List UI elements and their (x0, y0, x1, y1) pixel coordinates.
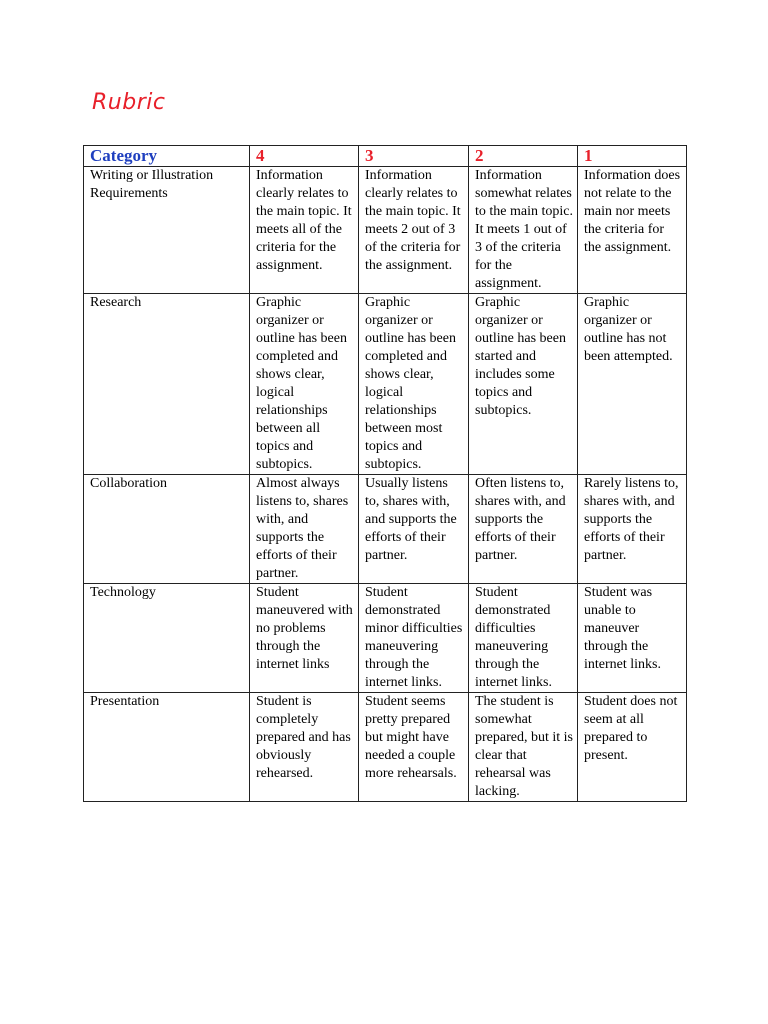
table-row (84, 584, 687, 693)
rubric-cell: Almost always listens to, shares with, and supports the efforts of their partner. (250, 475, 359, 584)
rubric-table (83, 145, 687, 802)
rubric-cell: Information somewhat relates to the main topic. It meets 1 out of 3 of the criteria for the assignment. (469, 167, 578, 294)
rubric-cell: Student seems pretty prepared but might have needed a couple more rehearsals. (359, 693, 469, 802)
rubric-cell: Information does not relate to the main nor meets the criteria for the assignment. (578, 167, 687, 294)
rubric-cell: Student maneuvered with no problems through the internet links (250, 584, 359, 693)
rubric-header-row (84, 146, 687, 167)
header-category: Category (84, 146, 250, 167)
rubric-cell: The student is somewhat prepared, but it is clear that rehearsal was lacking. (469, 693, 578, 802)
header-score-1: 1 (578, 146, 687, 167)
table-row (84, 693, 687, 802)
rubric-cell: Information clearly relates to the main topic. It meets all of the criteria for the assignment. (250, 167, 359, 294)
rubric-cell: Often listens to, shares with, and supports the efforts of their partner. (469, 475, 578, 584)
rubric-cell: Information clearly relates to the main topic. It meets 2 out of 3 of the criteria for the assignment. (359, 167, 469, 294)
rubric-cell: Student does not seem at all prepared to present. (578, 693, 687, 802)
row-category: Technology (84, 584, 250, 693)
header-score-3: 3 (359, 146, 469, 167)
page-title: Rubric (92, 90, 166, 115)
rubric-cell: Graphic organizer or outline has not been attempted. (578, 294, 687, 475)
rubric-cell: Graphic organizer or outline has been started and includes some topics and subtopics. (469, 294, 578, 475)
rubric-cell: Student was unable to maneuver through the internet links. (578, 584, 687, 693)
rubric-cell: Student demonstrated difficulties maneuvering through the internet links. (469, 584, 578, 693)
row-category: Research (84, 294, 250, 475)
row-category: Collaboration (84, 475, 250, 584)
rubric-cell: Graphic organizer or outline has been completed and shows clear, logical relationships between all topics and subtopics. (250, 294, 359, 475)
table-row (84, 167, 687, 294)
rubric-cell: Student is completely prepared and has obviously rehearsed. (250, 693, 359, 802)
table-row (84, 294, 687, 475)
rubric-cell: Usually listens to, shares with, and supports the efforts of their partner. (359, 475, 469, 584)
table-row (84, 475, 687, 584)
header-score-4: 4 (250, 146, 359, 167)
rubric-cell: Rarely listens to, shares with, and supports the efforts of their partner. (578, 475, 687, 584)
header-score-2: 2 (469, 146, 578, 167)
rubric-cell: Graphic organizer or outline has been completed and shows clear, logical relationships between most topics and subtopics. (359, 294, 469, 475)
row-category: Writing or Illustration Requirements (84, 167, 250, 294)
rubric-cell: Student demonstrated minor difficulties maneuvering through the internet links. (359, 584, 469, 693)
row-category: Presentation (84, 693, 250, 802)
